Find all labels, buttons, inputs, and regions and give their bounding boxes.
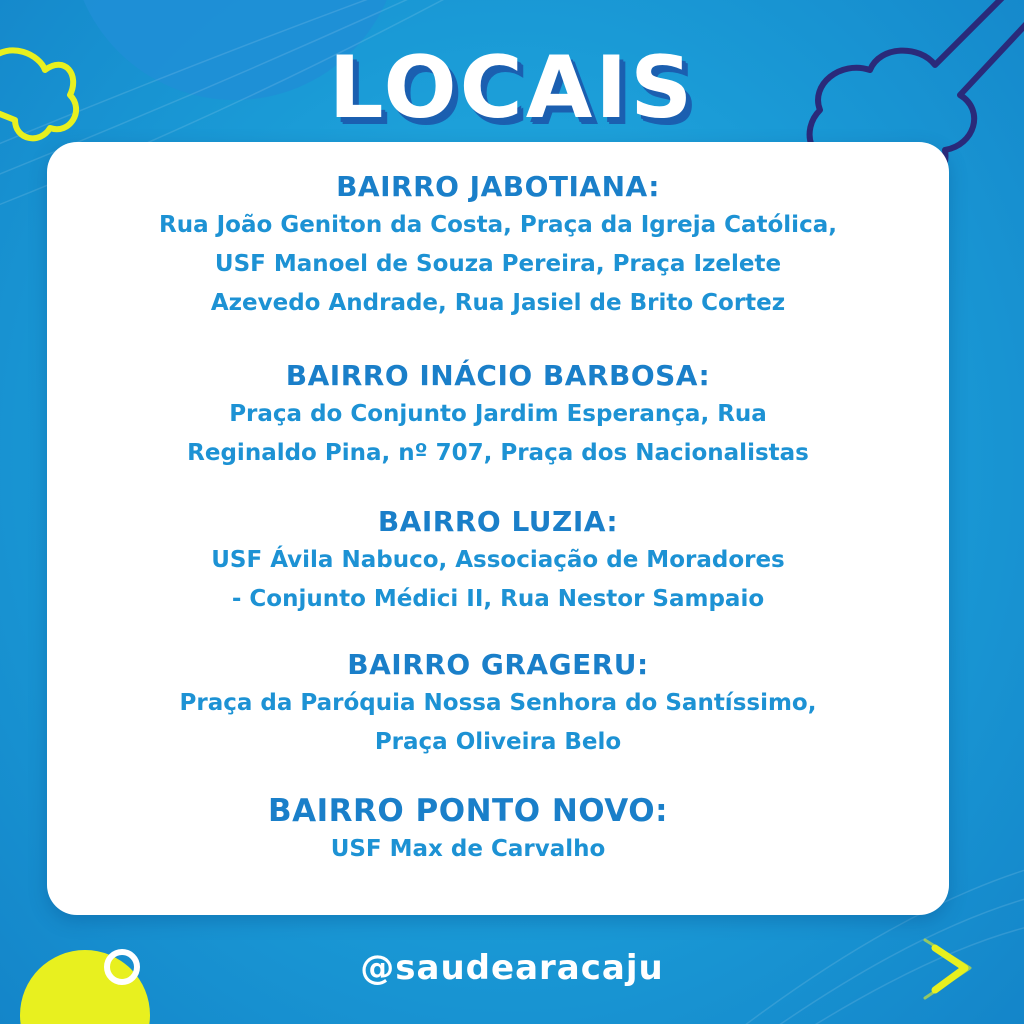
section-line: Praça do Conjunto Jardim Esperança, Rua xyxy=(229,401,767,427)
section-grageru xyxy=(47,646,949,762)
section-heading: BAIRRO PONTO NOVO: xyxy=(267,793,668,829)
section-line: Reginaldo Pina, nº 707, Praça dos Nacionalistas xyxy=(187,440,809,466)
section-ponto-novo xyxy=(17,792,919,869)
section-line: - Conjunto Médici II, Rua Nestor Sampaio xyxy=(231,586,765,612)
section-heading: BAIRRO GRAGERU: xyxy=(347,648,649,681)
section-line: Praça da Paróquia Nossa Senhora do Santíssimo, xyxy=(179,690,817,716)
section-line: Azevedo Andrade, Rua Jasiel de Brito Cortez xyxy=(210,290,786,316)
section-jabotiana xyxy=(47,168,949,323)
section-line: USF Max de Carvalho xyxy=(330,836,606,862)
page-title: LOCAIS xyxy=(328,38,696,138)
section-line: USF Ávila Nabuco, Associação de Moradores xyxy=(211,547,785,573)
section-line: USF Manoel de Souza Pereira, Praça Izelete xyxy=(214,251,782,277)
section-luzia xyxy=(47,503,949,619)
section-heading: BAIRRO LUZIA: xyxy=(377,505,619,538)
social-handle[interactable]: @saudearacaju xyxy=(360,948,664,988)
locations-card xyxy=(47,142,949,915)
section-line: Praça Oliveira Belo xyxy=(374,729,622,755)
section-heading: BAIRRO JABOTIANA: xyxy=(336,170,660,203)
section-inacio-barbosa xyxy=(47,357,949,473)
section-line: Rua João Geniton da Costa, Praça da Igreja Católica, xyxy=(159,212,837,238)
section-heading: BAIRRO INÁCIO BARBOSA: xyxy=(285,359,711,392)
